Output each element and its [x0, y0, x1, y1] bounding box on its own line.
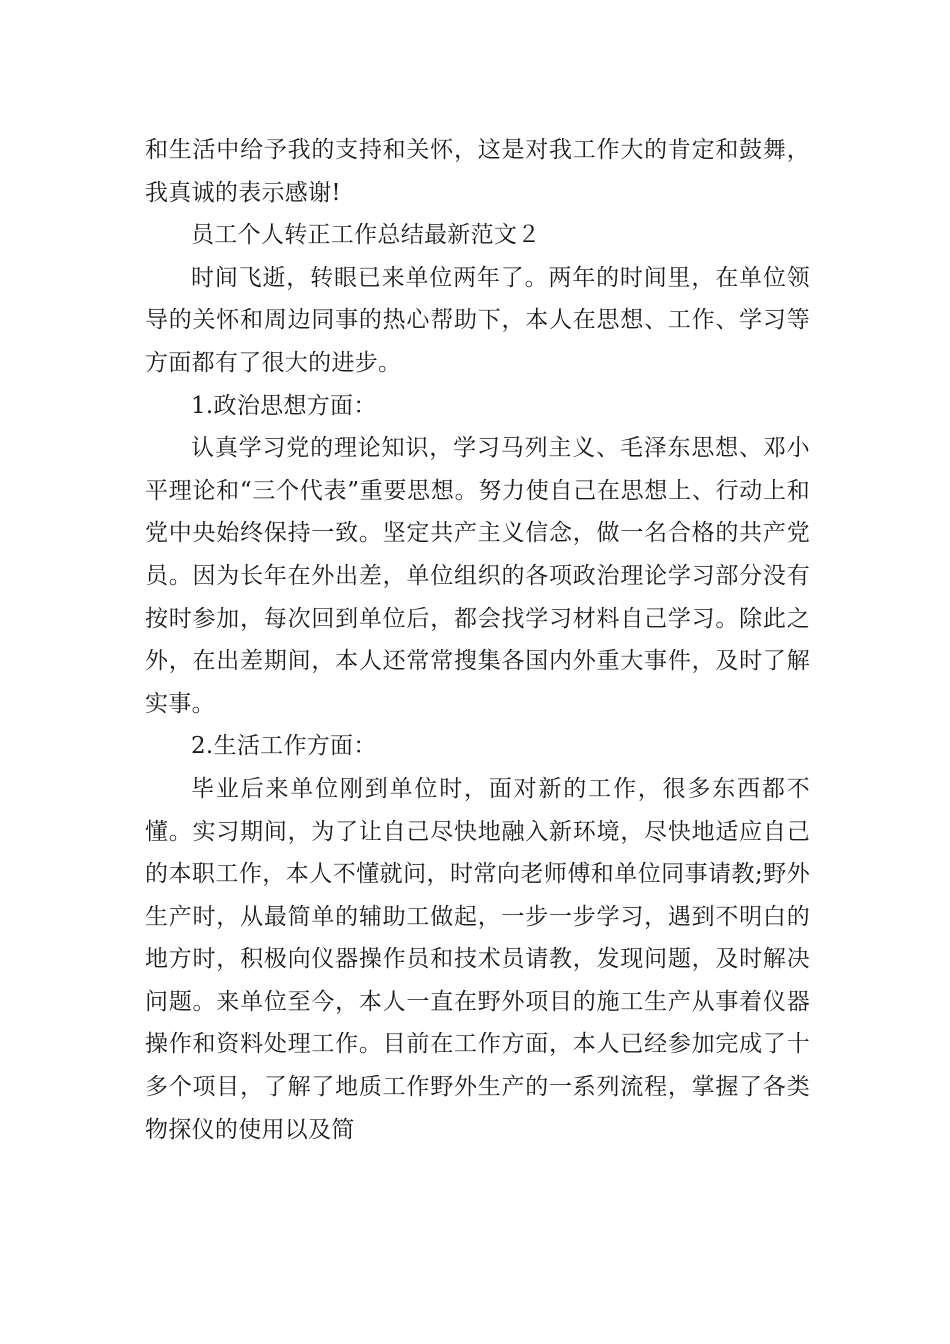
subheading-political: 1.政治思想方面：: [191, 392, 377, 419]
section-heading: 员工个人转正工作总结最新范文２: [191, 222, 541, 249]
paragraph-intro: 时间飞逝，转眼已来单位两年了。两年的时间里，在单位领导的关怀和周边同事的热心帮助下，本人在思想、工作、学习等方面都有了很大的进步。: [145, 264, 810, 376]
subheading-work: 2.生活工作方面：: [191, 733, 377, 760]
paragraph-work: 毕业后来单位刚到单位时，面对新的工作，很多东西都不懂。实习期间，为了让自己尽快地融入新环境，尽快地适应自己的本职工作，本人不懂就问，时常向老师傅和单位同事请教;野外生产时，从最简单的辅助工做起，一步一步学习，遇到不明白的地方时，积极向仪器操作员和技术员请教，发现问题，及时解决问题。来单位至今，本人一直在野外项目的施工生产从事着仪器操作和资料处理工作。目前在工作方面，本人已经参加完成了十多个项目，了解了地质工作野外生产的一系列流程，掌握了各类物探仪的使用以及简: [145, 775, 810, 1143]
paragraph-political: 认真学习党的理论知识，学习马列主义、毛泽东思想、邓小平理论和“三个代表”重要思想。努力使自己在思想上、行动上和党中央始终保持一致。坚定共产主义信念，做一名合格的共产党员。因为长年在外出差，单位组织的各项政治理论学习部分没有按时参加，每次回到单位后，都会找学习材料自己学习。除此之外，在出差期间，本人还常常搜集各国内外重大事件，及时了解实事。: [145, 435, 810, 717]
paragraph-thanks: 和生活中给予我的支持和关怀，这是对我工作大的肯定和鼓舞，我真诚的表示感谢!: [145, 137, 810, 206]
document-body: [145, 129, 810, 1151]
